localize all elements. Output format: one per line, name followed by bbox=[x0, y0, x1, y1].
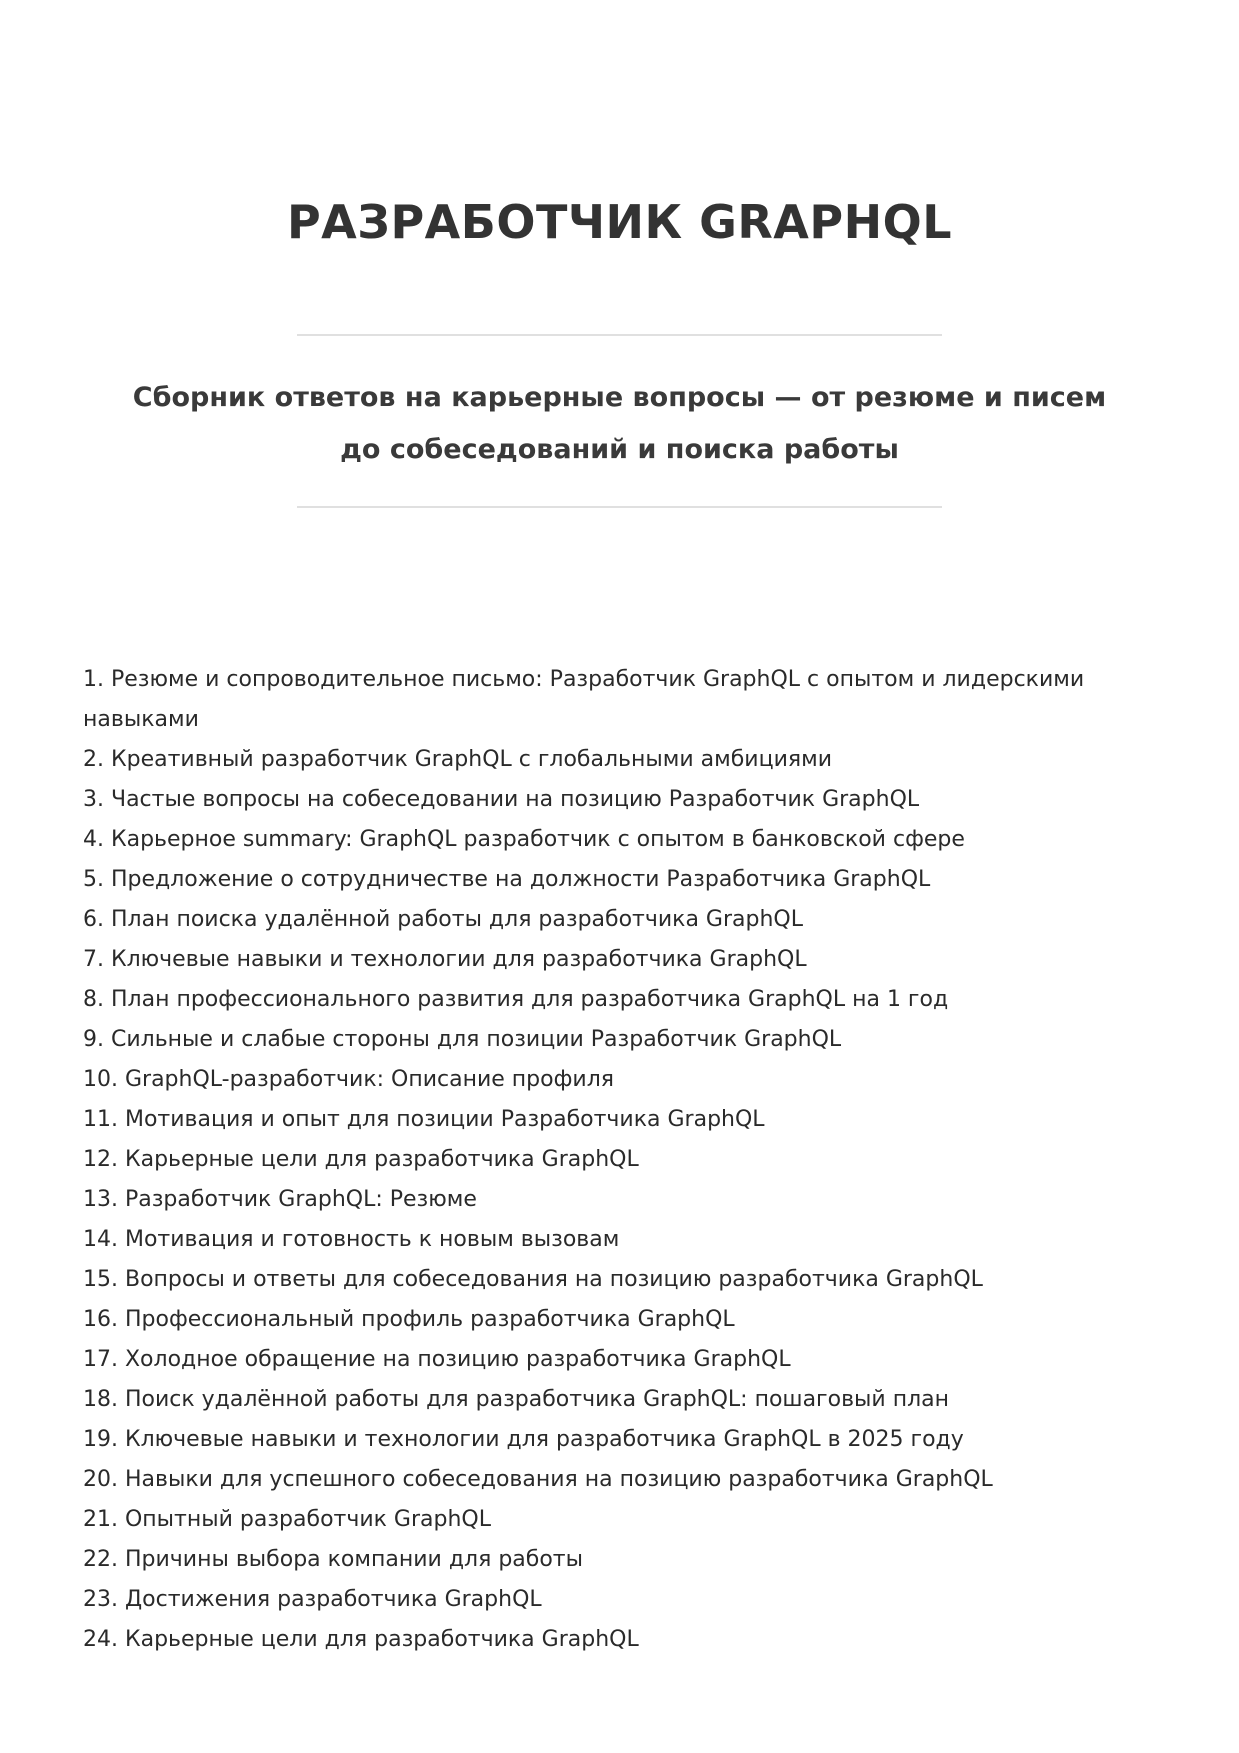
toc-item[interactable]: 21. Опытный разработчик GraphQL bbox=[83, 1507, 491, 1532]
toc-item[interactable]: 14. Мотивация и готовность к новым вызовам bbox=[83, 1227, 620, 1252]
page-subtitle: Сборник ответов на карьерные вопросы — от резюме и писем до собеседований и поиска работы bbox=[132, 382, 1107, 465]
toc-item[interactable]: 8. План профессионального развития для разработчика GraphQL на 1 год bbox=[83, 987, 949, 1012]
page-title: РАЗРАБОТЧИК GRAPHQL bbox=[286, 195, 953, 249]
toc-item[interactable]: 20. Навыки для успешного собеседования на позицию разработчика GraphQL bbox=[83, 1467, 993, 1492]
toc-item[interactable]: 1. Резюме и сопроводительное письмо: Разработчик GraphQL с опытом и лидерскими навыками bbox=[83, 667, 1085, 732]
toc-item[interactable]: 19. Ключевые навыки и технологии для разработчика GraphQL в 2025 году bbox=[83, 1427, 964, 1452]
bottom-divider bbox=[297, 506, 942, 508]
toc-item[interactable]: 16. Профессиональный профиль разработчика GraphQL bbox=[83, 1307, 735, 1332]
toc-item[interactable]: 12. Карьерные цели для разработчика GraphQL bbox=[83, 1147, 639, 1172]
toc-item[interactable]: 6. План поиска удалённой работы для разработчика GraphQL bbox=[83, 907, 803, 932]
toc-item[interactable]: 4. Карьерное summary: GraphQL разработчик с опытом в банковской сфере bbox=[83, 827, 965, 852]
toc-item[interactable]: 22. Причины выбора компании для работы bbox=[83, 1547, 583, 1572]
toc-item[interactable]: 23. Достижения разработчика GraphQL bbox=[83, 1587, 542, 1612]
toc-item[interactable]: 7. Ключевые навыки и технологии для разработчика GraphQL bbox=[83, 947, 807, 972]
toc-item[interactable]: 3. Частые вопросы на собеседовании на позицию Разработчик GraphQL bbox=[83, 787, 920, 812]
toc-item[interactable]: 9. Сильные и слабые стороны для позиции Разработчик GraphQL bbox=[83, 1027, 842, 1052]
toc-item[interactable]: 11. Мотивация и опыт для позиции Разработчика GraphQL bbox=[83, 1107, 765, 1132]
toc-item[interactable]: 15. Вопросы и ответы для собеседования на позицию разработчика GraphQL bbox=[83, 1267, 983, 1292]
table-of-contents bbox=[83, 660, 1113, 1660]
toc-item[interactable]: 24. Карьерные цели для разработчика GraphQL bbox=[83, 1627, 639, 1652]
toc-item[interactable]: 2. Креативный разработчик GraphQL с глобальными амбициями bbox=[83, 747, 832, 772]
toc-item[interactable]: 18. Поиск удалённой работы для разработчика GraphQL: пошаговый план bbox=[83, 1387, 950, 1412]
toc-item[interactable]: 10. GraphQL-разработчик: Описание профиля bbox=[83, 1067, 615, 1092]
top-divider bbox=[297, 334, 942, 336]
toc-item[interactable]: 17. Холодное обращение на позицию разработчика GraphQL bbox=[83, 1347, 791, 1372]
toc-item[interactable]: 5. Предложение о сотрудничестве на должности Разработчика GraphQL bbox=[83, 867, 931, 892]
toc-item[interactable]: 13. Разработчик GraphQL: Резюме bbox=[83, 1187, 477, 1212]
